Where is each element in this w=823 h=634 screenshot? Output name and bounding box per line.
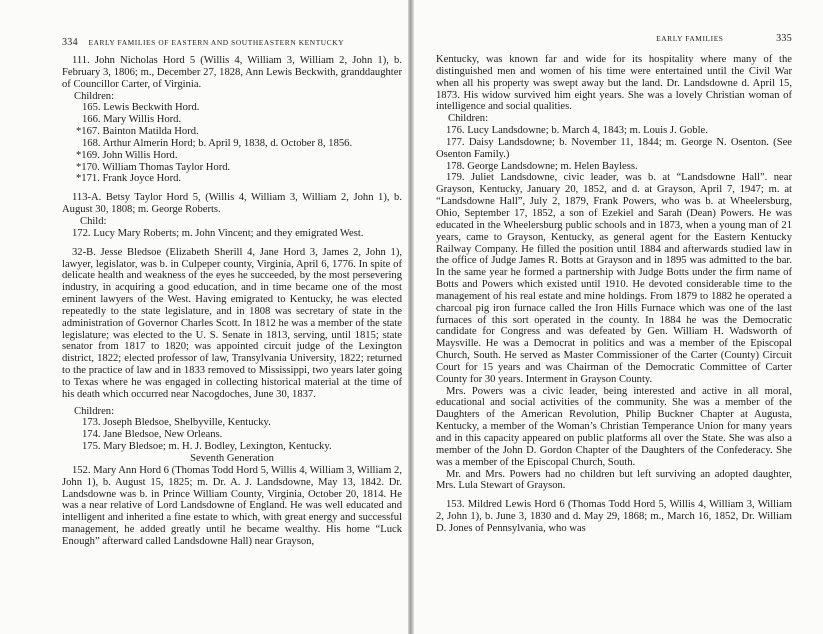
children-heading: Children: [74, 405, 115, 417]
right-page-body [436, 54, 792, 535]
paragraph-no-children: Mr. and Mrs. Powers had no children but left surviving an adopted daughter, Mrs. Lula Stewart of Grayson. [436, 468, 792, 492]
child-entry: 166. Mary Willis Hord. [82, 114, 182, 126]
entry-111: 111. John Nicholas Hord 5 (Willis 4, William 3, William 2, John 1), b. February 3, 1806; m., December 27, 1828, Ann Lewis Beckwith, granddaughter of Councillor Carter, of Virginia. [62, 55, 402, 90]
child-entry: 165. Lewis Beckwith Hord. [82, 102, 200, 114]
child-entry: 168. Arthur Almerin Hord; b. April 9, 1838, d. October 8, 1856. [82, 137, 353, 149]
children-heading: Children: [74, 90, 115, 102]
left-page-number: 334 [62, 37, 78, 48]
child-entry: 176. Lucy Landsdowne; b. March 4, 1843; m. Louis J. Goble. [446, 125, 708, 137]
generation-heading: Seventh Generation [190, 453, 274, 464]
right-running-head: EARLY FAMILIES [656, 34, 724, 43]
left-running-head: EARLY FAMILIES OF EASTERN AND SOUTHEASTERN KENTUCKY [88, 38, 345, 47]
child-entry-172: 172. Lucy Mary Roberts; m. John Vincent; and they emigrated West. [72, 227, 364, 239]
entry-113a: 113-A. Betsy Taylor Hord 5, (Willis 4, William 3, William 2, John 1), b. August 30, 1808; m. George Roberts. [62, 192, 402, 216]
child-entry: *171. Frank Joyce Hord. [76, 173, 182, 185]
right-page [414, 0, 823, 634]
left-page-body [62, 55, 402, 548]
children-heading: Children: [448, 113, 489, 125]
entry-179: 179. Juliet Landsdowne, civic leader, was b. at “Landsdowne Hall”. near Grayson, Kentucky, January 20, 1852, and d. at Grayson, April 7, 1947; m. at “Landsdowne Hall”, July 2, 1879, Frank Powers, who was b. at Wheelersburg, Ohio, September 17, 1852, a son of Ezekiel and Sarah (Dean) Powers. He was educated in the Wheelersburg public schools and in 1873, when a young man of 21 years, came to Grayson, Kentucky, as general agent for the Eastern Kentucky Railway Company. He filled the position until 1884 and afterwards studied law in the office of Judge James R. Botts at Grayson and in 1895 was admitted to the bar. In the same year he formed a partnership with Judge Botts under the firm name of Botts and Powers which existed until 1910. He devoted considerable time to the management of his real estate and mine holdings. From 1879 to 1882 he operated a charcoal pig iron furnace called the Iron Hills Furnace which was one of the last furnaces of this sort operated in the county. In 1884 he was the Democratic candidate for Congress and was defeated by Gen. William H. Wadsworth of Maysville. He was a Democrat in politics and was a member of the Episcopal Church, South. He served as Master Commissioner of the Carter (County) Circuit Court for 15 years and was Chairman of the Democratic Committee of Carter County for 30 years. Interment in Grayson County. [436, 172, 792, 385]
child-entry: *167. Bainton Matilda Hord. [76, 126, 199, 138]
child-entry: 178. George Landsdowne; m. Helen Bayless. [446, 160, 638, 172]
child-entry: *170. William Thomas Taylor Hord. [76, 161, 231, 173]
right-page-number: 335 [776, 33, 792, 44]
paragraph-mrs-powers: Mrs. Powers was a civic leader, being interested and active in all moral, educational and social activities of the community. She was a member of the Daughters of the American Revolution, Philip Buckner Chapter at Augusta, Kentucky, a member of the Woman’s Christian Temperance Union for many years and in this capacity appeared on public platforms all over the State. She was also a member of the John D. Gordon Chapter of the Daughters of the Confederacy. She was a member of the Episcopal Church, South. [436, 385, 792, 468]
entry-153: 153. Mildred Lewis Hord 6 (Thomas Todd Hord 5, Willis 4, William 3, William 2, John 1), b. June 3, 1830 and d. May 29, 1868; m., March 16, 1852, Dr. William D. Jones of Pennsylvania, who was [436, 499, 792, 534]
left-page [0, 0, 408, 634]
child-entry: 174. Jane Bledsoe, New Orleans. [82, 429, 223, 441]
left-page-header [62, 37, 402, 48]
entry-152-continued: Kentucky, was known far and wide for its hospitality where many of the distinguished men and women of his time were entertained until the Civil War when all his property was swept away but the land. Dr. Landsdowne d. April 15, 1873. His widow survived him eight years. She was a lovely Christian woman of intelligence and social qualities. [436, 54, 792, 113]
child-entry: *169. John Willis Hord. [76, 149, 178, 161]
child-entry: 173. Joseph Bledsoe, Shelbyville, Kentucky. [82, 417, 271, 429]
entry-32b: 32-B. Jesse Bledsoe (Elizabeth Sherill 4, Jane Hord 3, James 2, John 1), lawyer, legislator, was b. in Culpeper county, Virginia, April 6, 1776. In spite of delicate health and weakness of the eyes he succeeded, by the most persevering industry, in acquiring a good education, and in time became one of the most eminent lawyers of the West. Having emigrated to Kentucky, he was elected repeatedly to the state legislature, and in 1808 was secretary of state in the administration of Governor Charles Scott. In 1812 he was a member of the state legislature; was elected to the U. S. Senate in 1813, serving, until 1815; state senator from 1817 to 1820; was appointed circuit judge of the Lexington district, 1822; elected professor of law, Transylvania University, 1822; returned to the practice of law and in 1833 removed to Mississippi, two years later going to Texas where he was engaged in collecting historical material at the time of his death which occurred near Nacogdoches, June 30, 1837. [62, 246, 402, 400]
child-entry: 177. Daisy Landsdowne; b. November 11, 1844; m. George N. Osenton. (See Osenton Family.) [436, 136, 792, 160]
entry-152: 152. Mary Ann Hord 6 (Thomas Todd Hord 5, Willis 4, William 3, William 2, John 1), b. August 15, 1825; m. Dr. A. J. Landsdowne, May 13, 1842. Dr. Landsdowne was b. in Prince William County, Virginia, October 20, 1814. He was a near relative of Lord Landsdowne of England. He was well educated and intelligent and inherited a fine estate to which, with great energy and successful management, he added greatly until he became wealthy. His home “Luck Enough” afterward called Landsdowne Hall) near Grayson, [62, 464, 402, 547]
child-entry: 175. Mary Bledsoe; m. H. J. Bodley, Lexington, Kentucky. [82, 441, 332, 453]
child-heading: Child: [80, 215, 107, 227]
right-page-header [436, 33, 792, 44]
